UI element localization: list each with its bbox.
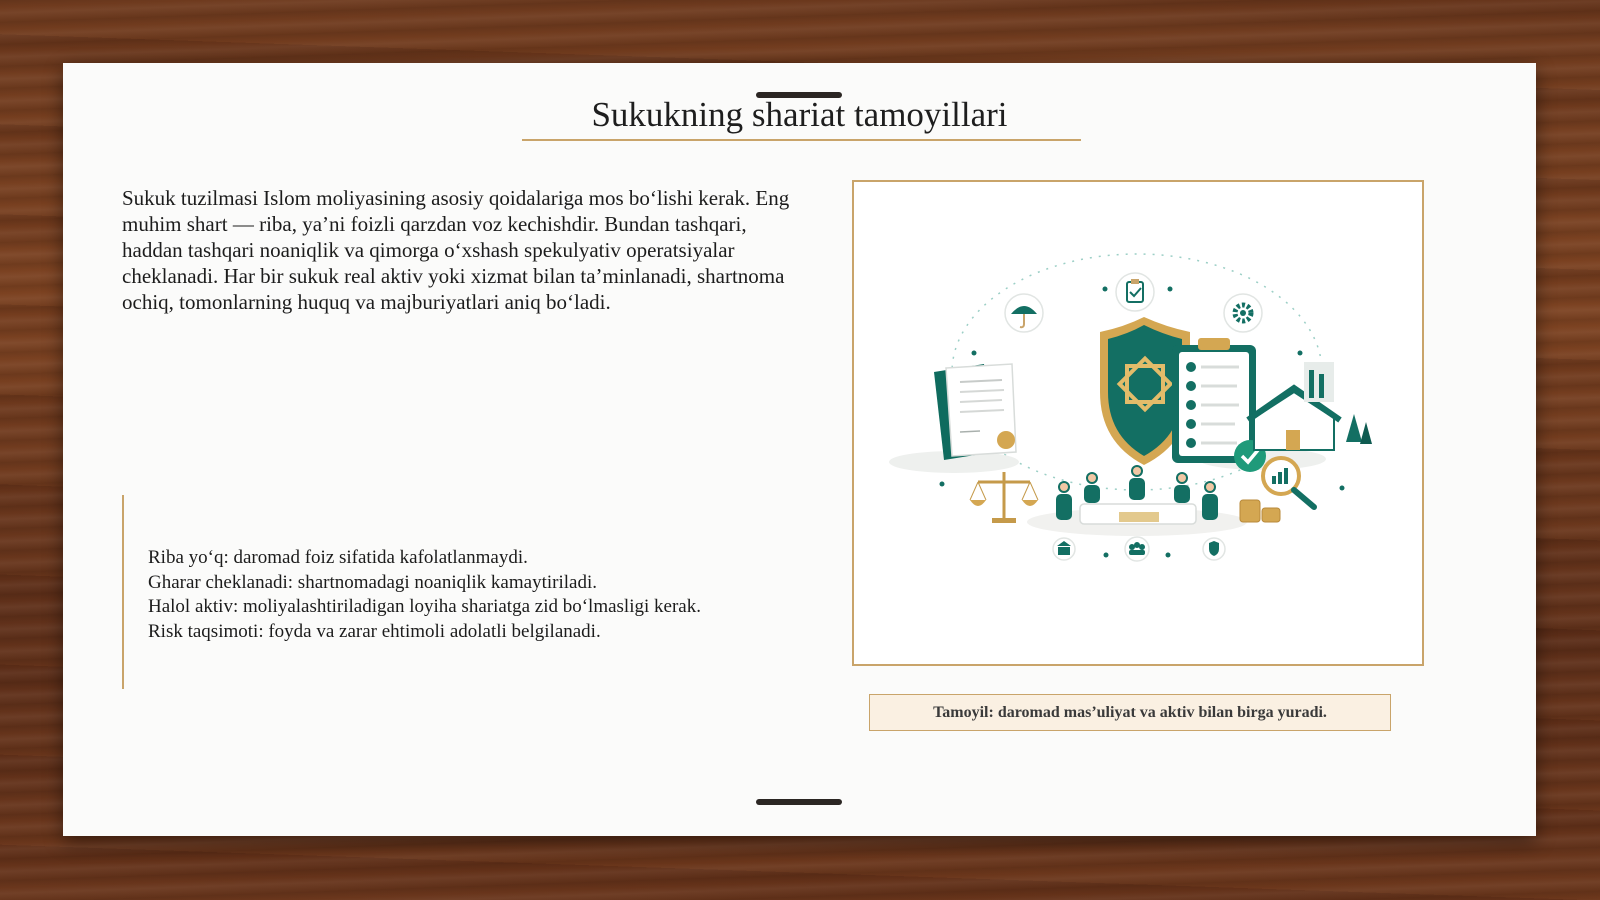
caption-box: Tamoyil: daromad mas’uliyat va aktiv bilan birga yuradi. [869,694,1391,731]
building-icon [1248,362,1372,450]
illustration-frame [852,180,1424,666]
small-shield-icon [1203,538,1225,560]
people-meeting-icon [1056,465,1218,524]
slide [63,63,1536,836]
umbrella-icon [1005,294,1043,332]
slide-title: Sukukning shariat tamoyillari [591,95,1008,134]
sharia-compliance-illustration [854,182,1422,664]
checklist-icon [1172,338,1266,472]
bottom-decorative-bar [756,799,842,805]
clipboard-icon [1116,273,1154,311]
principles-block [122,495,804,689]
list-item: Halol aktiv: moliyalashtiriladigan loyiha shariatga zid bo‘lmasligi kerak. [148,596,701,617]
list-item: Riba yo‘q: daromad foiz sifatida kafolatlanmaydi. [148,547,528,568]
list-item: Gharar cheklanadi: shartnomadagi noaniqlik kamaytiriladi. [148,571,597,593]
intro-paragraph: Sukuk tuzilmasi Islom moliyasining asosiy qoidalariga mos bo‘lishi kerak. Eng muhim shart — riba, ya’ni foizli qarzdan voz kechishdir. Bundan tashqari, haddan tashqari noaniqlik va qimorga o‘xshash spekulyativ operatsiyalar cheklanadi. Har bir sukuk real aktiv yoki xizmat bilan ta’minlanadi, shartnoma ochiq, tomonlarning huquq va majburiyatlari aniq bo‘ladi. [122,186,790,314]
scales-icon [970,472,1038,523]
title-underline [522,139,1081,141]
coins-icon [1240,500,1280,522]
gear-icon [1224,294,1262,332]
group-icon [1125,537,1149,561]
contract-document-icon [934,364,1016,460]
principles-list [148,546,701,644]
bank-icon [1053,538,1075,560]
list-item: Risk taqsimoti: foyda va zarar ehtimoli adolatli belgilanadi. [148,620,601,642]
